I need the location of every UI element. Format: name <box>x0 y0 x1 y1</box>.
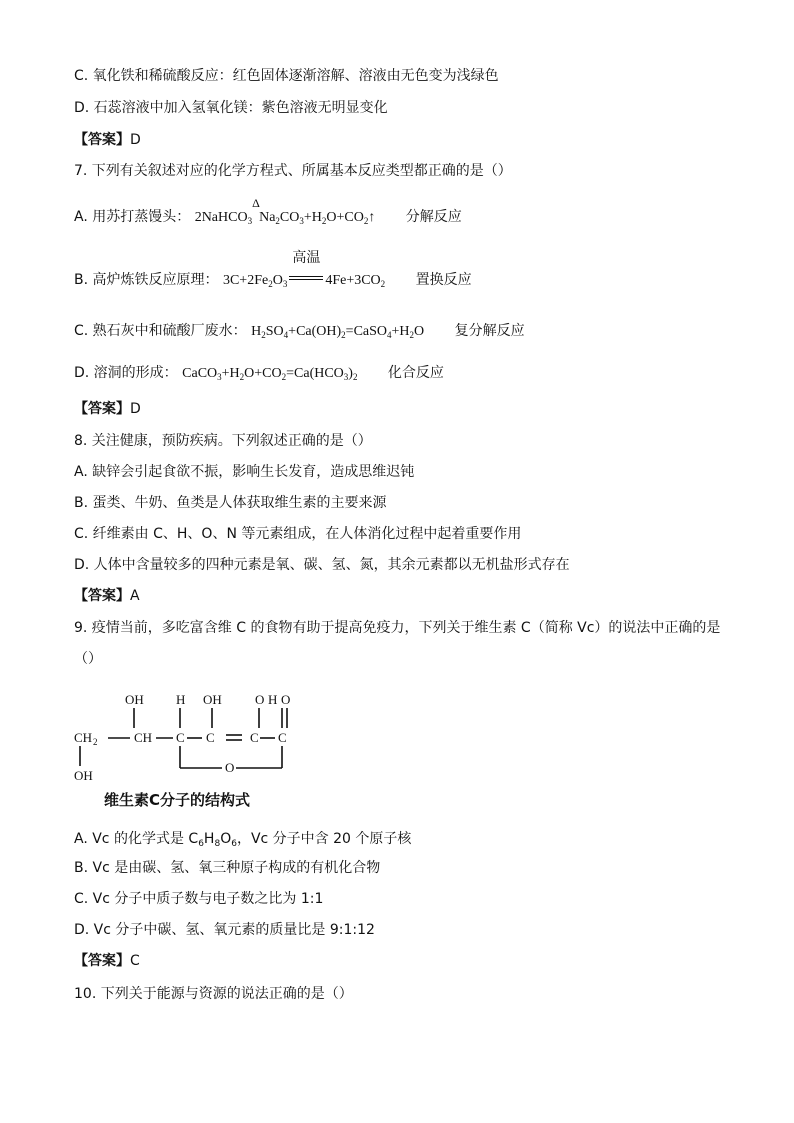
q9-answer <box>74 951 140 971</box>
svg-text:C: C <box>206 730 215 745</box>
equation-b: $3C+2Fe_2O_3$ 高温 $4Fe+3CO_2$ <box>222 251 386 289</box>
q9-option-b: B. Vc 是由碳、氢、氧三种原子构成的有机化合物 <box>74 860 381 876</box>
answer-value: A <box>130 588 140 604</box>
svg-text:C: C <box>250 730 259 745</box>
reaction-type-a: 分解反应 <box>405 209 462 225</box>
q9-stem-line1: 9. 疫情当前，多吃富含维 C 的食物有助于提高免疫力，下列关于维生素 C（简称 Vc）的说法中正确的是 <box>74 620 721 636</box>
q6-option-d: D. 石蕊溶液中加入氢氧化镁：紫色溶液无明显变化 <box>74 100 388 116</box>
svg-text:OH: OH <box>125 692 144 707</box>
answer-value: D <box>130 401 141 417</box>
svg-text:O: O <box>281 692 291 707</box>
q8-option-d: D. 人体中含量较多的四种元素是氧、碳、氢、氮，其余元素都以无机盐形式存在 <box>74 557 570 573</box>
high-temp-condition: 高温 <box>292 251 321 266</box>
q8-option-c: C. 纤维素由 C、H、O、N 等元素组成，在人体消化过程中起着重要作用 <box>74 526 522 542</box>
svg-text:CH: CH <box>134 730 153 745</box>
q7-option-a <box>74 196 462 228</box>
answer-label: 【答案】 <box>74 953 130 969</box>
reaction-type-d: 化合反应 <box>387 365 444 381</box>
svg-text:C: C <box>176 730 185 745</box>
q7-option-d <box>74 363 444 384</box>
q6-answer <box>74 130 141 150</box>
q8-stem: 8. 关注健康，预防疾病。下列叙述正确的是（） <box>74 433 372 449</box>
option-c-prefix: C. 熟石灰中和硫酸厂废水： <box>74 323 247 339</box>
svg-text:OH: OH <box>203 692 222 707</box>
equation-a: 2NaHCO$_3$ Δ $Na_2CO_3+H_2O+CO_2↑$ <box>195 210 376 225</box>
svg-text:O: O <box>225 760 235 775</box>
svg-text:CH: CH <box>74 730 93 745</box>
q10-stem: 10. 下列关于能源与资源的说法正确的是（） <box>74 986 353 1002</box>
answer-value: D <box>130 132 141 148</box>
reaction-type-c: 复分解反应 <box>454 323 525 339</box>
q9-stem-line2: （） <box>74 651 102 667</box>
q7-stem: 7. 下列有关叙述对应的化学方程式、所属基本反应类型都正确的是（） <box>74 163 512 179</box>
q8-answer <box>74 586 140 606</box>
answer-label: 【答案】 <box>74 401 130 417</box>
svg-text:C: C <box>278 730 287 745</box>
q7-answer <box>74 399 141 419</box>
q6-option-c: C. 氧化铁和稀硫酸反应：红色固体逐渐溶解、溶液由无色变为浅绿色 <box>74 68 499 84</box>
svg-text:OH: OH <box>74 768 93 783</box>
answer-label: 【答案】 <box>74 588 130 604</box>
svg-text:H: H <box>176 692 186 707</box>
answer-label: 【答案】 <box>74 132 130 148</box>
q9-option-d: D. Vc 分子中碳、氢、氧元素的质量比是 9:1:12 <box>74 922 375 938</box>
answer-value: C <box>130 953 140 969</box>
vitamin-c-structure-figure <box>70 688 310 788</box>
q9-option-a: A. Vc 的化学式是 $C_6H_8O_6$，Vc 分子中含 20 个原子核 <box>74 831 412 849</box>
heat-condition: Δ <box>252 196 260 210</box>
option-d-prefix: D. 溶洞的形成： <box>74 365 178 381</box>
equation-d: $CaCO_3+H_2O+CO_2=Ca(HCO_3)_2$ <box>182 366 358 382</box>
q8-option-b: B. 蛋类、牛奶、鱼类是人体获取维生素的主要来源 <box>74 495 387 511</box>
q7-option-c <box>74 321 525 342</box>
q9-option-c: C. Vc 分子中质子数与电子数之比为 1:1 <box>74 891 324 907</box>
svg-text:2: 2 <box>93 737 98 747</box>
equation-c: $H_2SO_4+Ca(OH)_2=CaSO_4+H_2O$ <box>251 324 425 340</box>
figure-caption: 维生素C分子的结构式 <box>104 791 251 809</box>
option-a-prefix: A. 用苏打蒸馒头： <box>74 209 191 225</box>
option-b-prefix: B. 高炉炼铁反应原理： <box>74 272 219 288</box>
svg-text:O: O <box>255 692 265 707</box>
reaction-type-b: 置换反应 <box>415 272 472 288</box>
svg-text:H: H <box>268 692 278 707</box>
q7-option-b <box>74 251 472 291</box>
q8-option-a: A. 缺锌会引起食欲不振，影响生长发育，造成思维迟钝 <box>74 464 415 480</box>
